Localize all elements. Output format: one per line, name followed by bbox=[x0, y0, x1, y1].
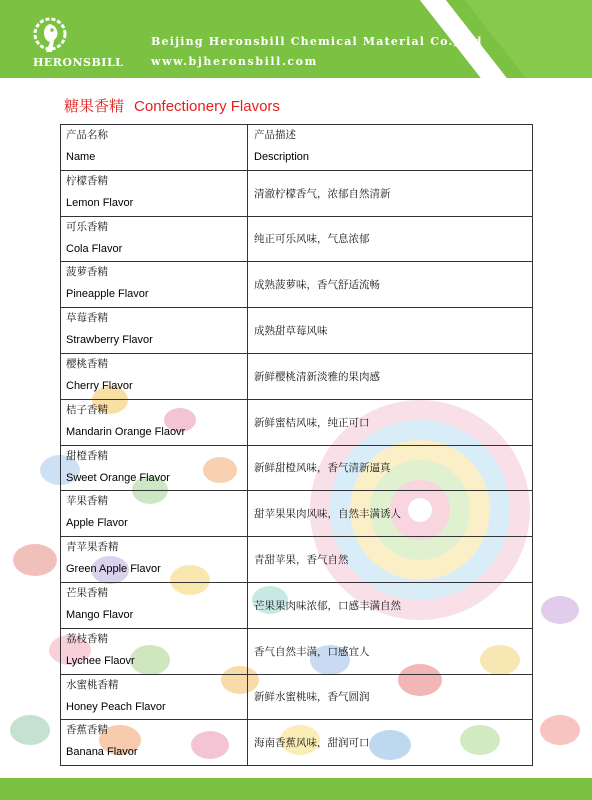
flavor-name-zh: 青苹果香精 bbox=[66, 541, 119, 554]
table-row bbox=[61, 354, 533, 400]
flavor-name-zh: 苹果香精 bbox=[66, 495, 108, 508]
flavor-description: 成熟甜草莓风味 bbox=[254, 325, 328, 338]
flavor-name-en: Strawberry Flavor bbox=[66, 334, 153, 347]
description-cell bbox=[248, 491, 533, 536]
header-desc-en: Description bbox=[254, 151, 310, 163]
name-cell bbox=[61, 583, 248, 628]
flavor-description: 新鲜樱桃清新淡雅的果肉感 bbox=[254, 370, 380, 383]
flavor-name-en: Mandarin Orange Flaovr bbox=[66, 425, 186, 438]
flavor-name-zh: 香蕉香精 bbox=[66, 724, 108, 737]
flavor-description: 海南香蕉风味，甜润可口 bbox=[254, 737, 370, 750]
table-row bbox=[61, 308, 533, 354]
flavor-name-zh: 桔子香精 bbox=[66, 403, 108, 416]
description-cell bbox=[248, 354, 533, 399]
flavor-name-zh: 水蜜桃香精 bbox=[66, 678, 119, 691]
description-cell bbox=[248, 537, 533, 582]
flavor-name-zh: 芒果香精 bbox=[66, 586, 108, 599]
flavor-name-zh: 草莓香精 bbox=[66, 312, 108, 325]
description-cell bbox=[248, 217, 533, 262]
flavor-name-en: Banana Flavor bbox=[66, 746, 138, 759]
description-cell bbox=[248, 400, 533, 445]
table-body bbox=[61, 171, 533, 766]
flavor-name-en: Pineapple Flavor bbox=[66, 288, 149, 301]
name-cell bbox=[61, 491, 248, 536]
description-cell bbox=[248, 308, 533, 353]
flavor-description: 清澈柠檬香气，浓郁自然清新 bbox=[254, 187, 391, 200]
header-name-zh: 产品名称 bbox=[66, 129, 108, 141]
flavor-description: 芒果果肉味浓郁，口感丰满自然 bbox=[254, 599, 401, 612]
description-cell bbox=[248, 446, 533, 491]
description-cell bbox=[248, 720, 533, 765]
header-desc-zh: 产品描述 bbox=[254, 129, 296, 141]
company-website: www.bjheronsbill.com bbox=[151, 55, 318, 68]
name-cell bbox=[61, 537, 248, 582]
flavor-name-zh: 甜橙香精 bbox=[66, 449, 108, 462]
description-cell bbox=[248, 583, 533, 628]
page-title bbox=[64, 95, 280, 116]
flavor-description: 新鲜水蜜桃味，香气圆润 bbox=[254, 691, 370, 704]
table-row bbox=[61, 400, 533, 446]
flavor-name-en: Green Apple Flavor bbox=[66, 563, 161, 576]
table-row bbox=[61, 217, 533, 263]
flavor-description: 青甜苹果，香气自然 bbox=[254, 554, 349, 567]
name-cell bbox=[61, 400, 248, 445]
flavor-description: 成熟菠萝味，香气舒适流畅 bbox=[254, 279, 380, 292]
name-cell bbox=[61, 171, 248, 216]
table-row bbox=[61, 446, 533, 492]
page-title-zh: 糖果香精 bbox=[64, 98, 125, 115]
company-name: Beijing Heronsbill Chemical Material Co.,Ltd bbox=[151, 35, 483, 48]
flavor-name-en: Mango Flavor bbox=[66, 608, 134, 621]
header-banner bbox=[0, 0, 592, 78]
name-cell bbox=[61, 217, 248, 262]
header-desc-cell bbox=[248, 125, 533, 170]
flavor-name-en: Cola Flavor bbox=[66, 242, 123, 255]
table-row bbox=[61, 171, 533, 217]
table-row bbox=[61, 629, 533, 675]
flavor-name-en: Honey Peach Flavor bbox=[66, 700, 166, 713]
flavor-name-zh: 可乐香精 bbox=[66, 220, 108, 233]
table-header-row bbox=[61, 125, 533, 171]
name-cell bbox=[61, 629, 248, 674]
page-title-en: Confectionery Flavors bbox=[134, 98, 280, 115]
name-cell bbox=[61, 354, 248, 399]
header-name-en: Name bbox=[66, 151, 96, 163]
flavor-name-en: Lychee Flaovr bbox=[66, 654, 135, 667]
flavor-name-zh: 柠檬香精 bbox=[66, 174, 108, 187]
flavor-description: 新鲜甜橙风味，香气清新逼真 bbox=[254, 462, 391, 475]
name-cell bbox=[61, 720, 248, 765]
logo-text: HERONSBILL bbox=[33, 56, 124, 69]
table-row bbox=[61, 720, 533, 766]
flavor-description: 新鲜蜜桔风味，纯正可口 bbox=[254, 416, 370, 429]
flavor-description: 甜苹果果肉风味，自然丰满诱人 bbox=[254, 508, 401, 521]
flavor-description: 香气自然丰满，口感宜人 bbox=[254, 645, 370, 658]
flavor-name-zh: 樱桃香精 bbox=[66, 357, 108, 370]
description-cell bbox=[248, 629, 533, 674]
flavor-name-en: Lemon Flavor bbox=[66, 196, 134, 209]
flavor-name-en: Cherry Flavor bbox=[66, 379, 133, 392]
flavor-name-en: Apple Flavor bbox=[66, 517, 128, 530]
description-cell bbox=[248, 171, 533, 216]
name-cell bbox=[61, 446, 248, 491]
flavor-name-en: Sweet Orange Flavor bbox=[66, 471, 170, 484]
flavor-name-zh: 菠萝香精 bbox=[66, 266, 108, 279]
name-cell bbox=[61, 675, 248, 720]
table-row bbox=[61, 491, 533, 537]
table-row bbox=[61, 537, 533, 583]
table-row bbox=[61, 675, 533, 721]
table-row bbox=[61, 262, 533, 308]
description-cell bbox=[248, 675, 533, 720]
footer-band bbox=[0, 778, 592, 800]
flavor-description: 纯正可乐风味，气息浓郁 bbox=[254, 233, 370, 246]
header-name-cell bbox=[61, 125, 248, 170]
table-row bbox=[61, 583, 533, 629]
description-cell bbox=[248, 262, 533, 307]
name-cell bbox=[61, 308, 248, 353]
flavor-name-zh: 荔枝香精 bbox=[66, 632, 108, 645]
flavor-table bbox=[60, 124, 533, 766]
name-cell bbox=[61, 262, 248, 307]
